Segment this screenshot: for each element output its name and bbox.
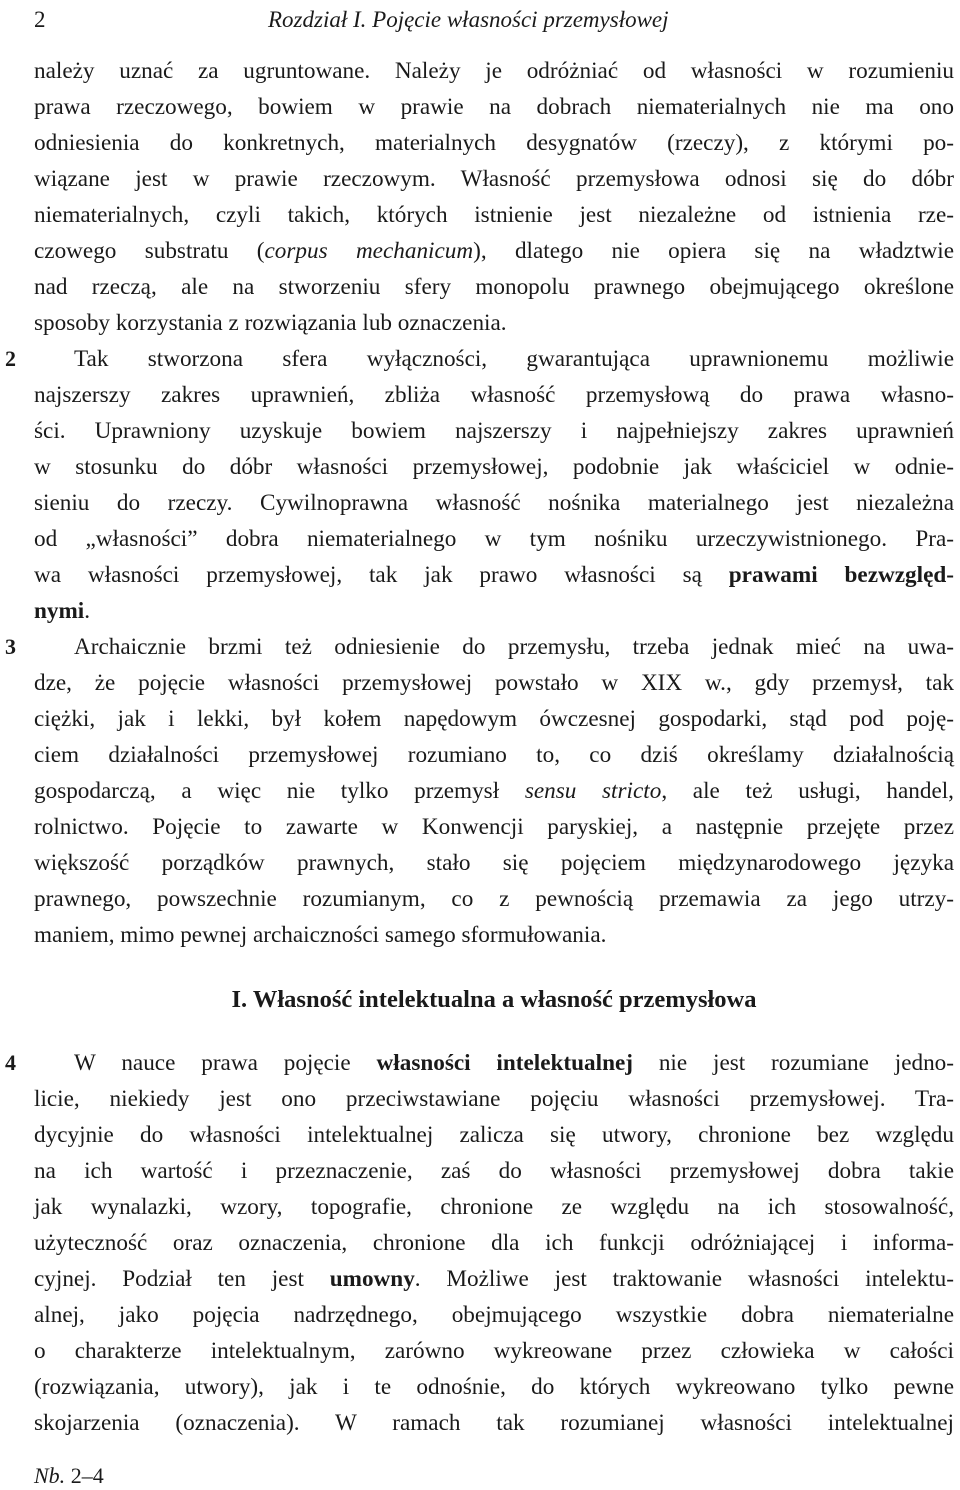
paragraph-line: jak wynalazki, wzory, topografie, chronione ze względu na ich stosowalność,: [34, 1194, 954, 1220]
page-number: 2: [34, 7, 46, 32]
paragraph-line: od „własności” dobra niematerialnego w tym nośniku urzeczywistnionego. Pra-: [34, 526, 954, 552]
paragraph-line: (rozwiązania, utwory), jak i te odnośnie, do których wykreowano tylko pewne: [34, 1374, 954, 1400]
paragraph-line: użyteczność oraz oznaczenia, chronione dla ich funkcji odróżniającej i informa-: [34, 1230, 954, 1256]
paragraph-line: na ich wartość i przeznaczenie, zaś do własności przemysłowej dobra takie: [34, 1158, 954, 1184]
margin-number: 3: [5, 634, 16, 659]
bold-term: umowny: [329, 1266, 415, 1292]
paragraph-line: rolnictwo. Pojęcie to zawarte w Konwencji paryskiej, a następnie przejęte przez: [34, 814, 954, 840]
text-run: gospodarczą, a więc nie tylko przemysł: [34, 778, 525, 804]
paragraph-line: ciem działalności przemysłowej rozumiano to, co dziś określamy działalnością: [34, 742, 954, 768]
paragraph-line: skojarzenia (oznaczenia). W ramach tak rozumianej własności intelektualnej: [34, 1410, 954, 1436]
paragraph-line: wiązane jest w prawie rzeczowym. Własność przemysłowa odnosi się do dóbr: [34, 166, 954, 192]
paragraph-line: Tak stworzona sfera wyłączności, gwarantująca uprawnionemu możliwie: [74, 346, 954, 372]
paragraph-line: sieniu do rzeczy. Cywilnoprawna własność nośnika materialnego jest niezależna: [34, 490, 954, 516]
footer-range: 2–4: [70, 1463, 104, 1488]
text-run: nie jest rozumiane jedno-: [632, 1050, 955, 1076]
paragraph-line: [34, 774, 954, 808]
section-heading: I. Własność intelektualna a własność przemysłowa: [231, 986, 757, 1013]
margin-number: 2: [5, 346, 16, 371]
paragraph-line: odniesienia do konkretnych, materialnych desygnatów (rzeczy), z którymi po-: [34, 130, 954, 156]
paragraph-line: ciężki, jak i lekki, był kołem napędowym ówczesnej gospodarki, stąd pod poję-: [34, 706, 954, 732]
paragraph-line: prawa rzeczowego, bowiem w prawie na dobrach niematerialnych nie ma ono: [34, 94, 954, 120]
latin-term: corpus mechanicum: [264, 238, 474, 264]
paragraph-line: sposoby korzystania z rozwiązania lub oznaczenia.: [34, 310, 507, 336]
text-run: . Możliwe jest traktowanie własności intelektu-: [414, 1266, 954, 1292]
paragraph-line: licie, niekiedy jest ono przeciwstawiane pojęciu własności przemysłowej. Tra-: [34, 1086, 954, 1112]
paragraph-line: należy uznać za ugruntowane. Należy je odróżniać od własności w rozumieniu: [34, 58, 954, 84]
paragraph-line: maniem, mimo pewnej archaiczności samego sformułowania.: [34, 922, 607, 948]
bold-term: nymi: [34, 598, 85, 624]
page-footer: [34, 1462, 104, 1490]
paragraph-line: [34, 558, 954, 592]
paragraph-line: [74, 1046, 954, 1080]
text-run: wa własności przemysłowej, tak jak prawo własności są: [34, 562, 729, 588]
text-run: czowego substratu (: [34, 238, 265, 264]
paragraph-line: w stosunku do dóbr własności przemysłowej, podobnie jak właściciel w odnie-: [34, 454, 954, 480]
bold-term: własności intelektualnej: [376, 1050, 633, 1076]
paragraph-line: dze, że pojęcie własności przemysłowej powstało w XIX w., gdy przemysł, tak: [34, 670, 954, 696]
running-header: [34, 2, 934, 38]
paragraph-line: alnej, jako pojęcia nadrzędnego, obejmującego wszystkie dobra niematerialne: [34, 1302, 954, 1328]
paragraph-line: o charakterze intelektualnym, zarówno wykreowane przez człowieka w całości: [34, 1338, 954, 1364]
text-run: cyjnej. Podział ten jest: [34, 1266, 330, 1292]
margin-number: 4: [5, 1050, 16, 1075]
paragraph-line: Archaicznie brzmi też odniesienie do przemysłu, trzeba jednak mieć na uwa-: [74, 634, 954, 660]
text-run: ), dlatego nie opiera się na władztwie: [473, 238, 954, 264]
text-run: , ale też usługi, handel,: [661, 778, 954, 804]
paragraph-line: [34, 1262, 954, 1296]
paragraph-line: najszerszy zakres uprawnień, zbliża własność przemysłową do prawa własno-: [34, 382, 954, 408]
paragraph-line: większość porządków prawnych, stało się pojęciem międzynarodowego języka: [34, 850, 954, 876]
paragraph-line: ści. Uprawniony uzyskuje bowiem najszerszy i najpełniejszy zakres uprawnień: [34, 418, 954, 444]
text-run: W nauce prawa pojęcie: [74, 1050, 377, 1076]
paragraph-line: dycyjnie do własności intelektualnej zalicza się utwory, chronione bez względu: [34, 1122, 954, 1148]
latin-term: sensu stricto: [524, 778, 662, 804]
paragraph-line: nad rzeczą, ale na stworzeniu sfery monopolu prawnego obejmującego określone: [34, 274, 954, 300]
text-run: .: [84, 598, 91, 624]
running-title: Rozdział I. Pojęcie własności przemysłowej: [268, 7, 669, 32]
paragraph-line: [34, 234, 954, 268]
footer-prefix: Nb.: [34, 1463, 66, 1488]
paragraph-line: niematerialnych, czyli takich, których istnienie jest niezależne od istnienia rze-: [34, 202, 954, 228]
paragraph-line: [34, 594, 954, 628]
paragraph-line: prawnego, powszechnie rozumianym, co z pewnością przemawia za jego utrzy-: [34, 886, 954, 912]
bold-term: prawami bezwzględ-: [728, 562, 955, 588]
